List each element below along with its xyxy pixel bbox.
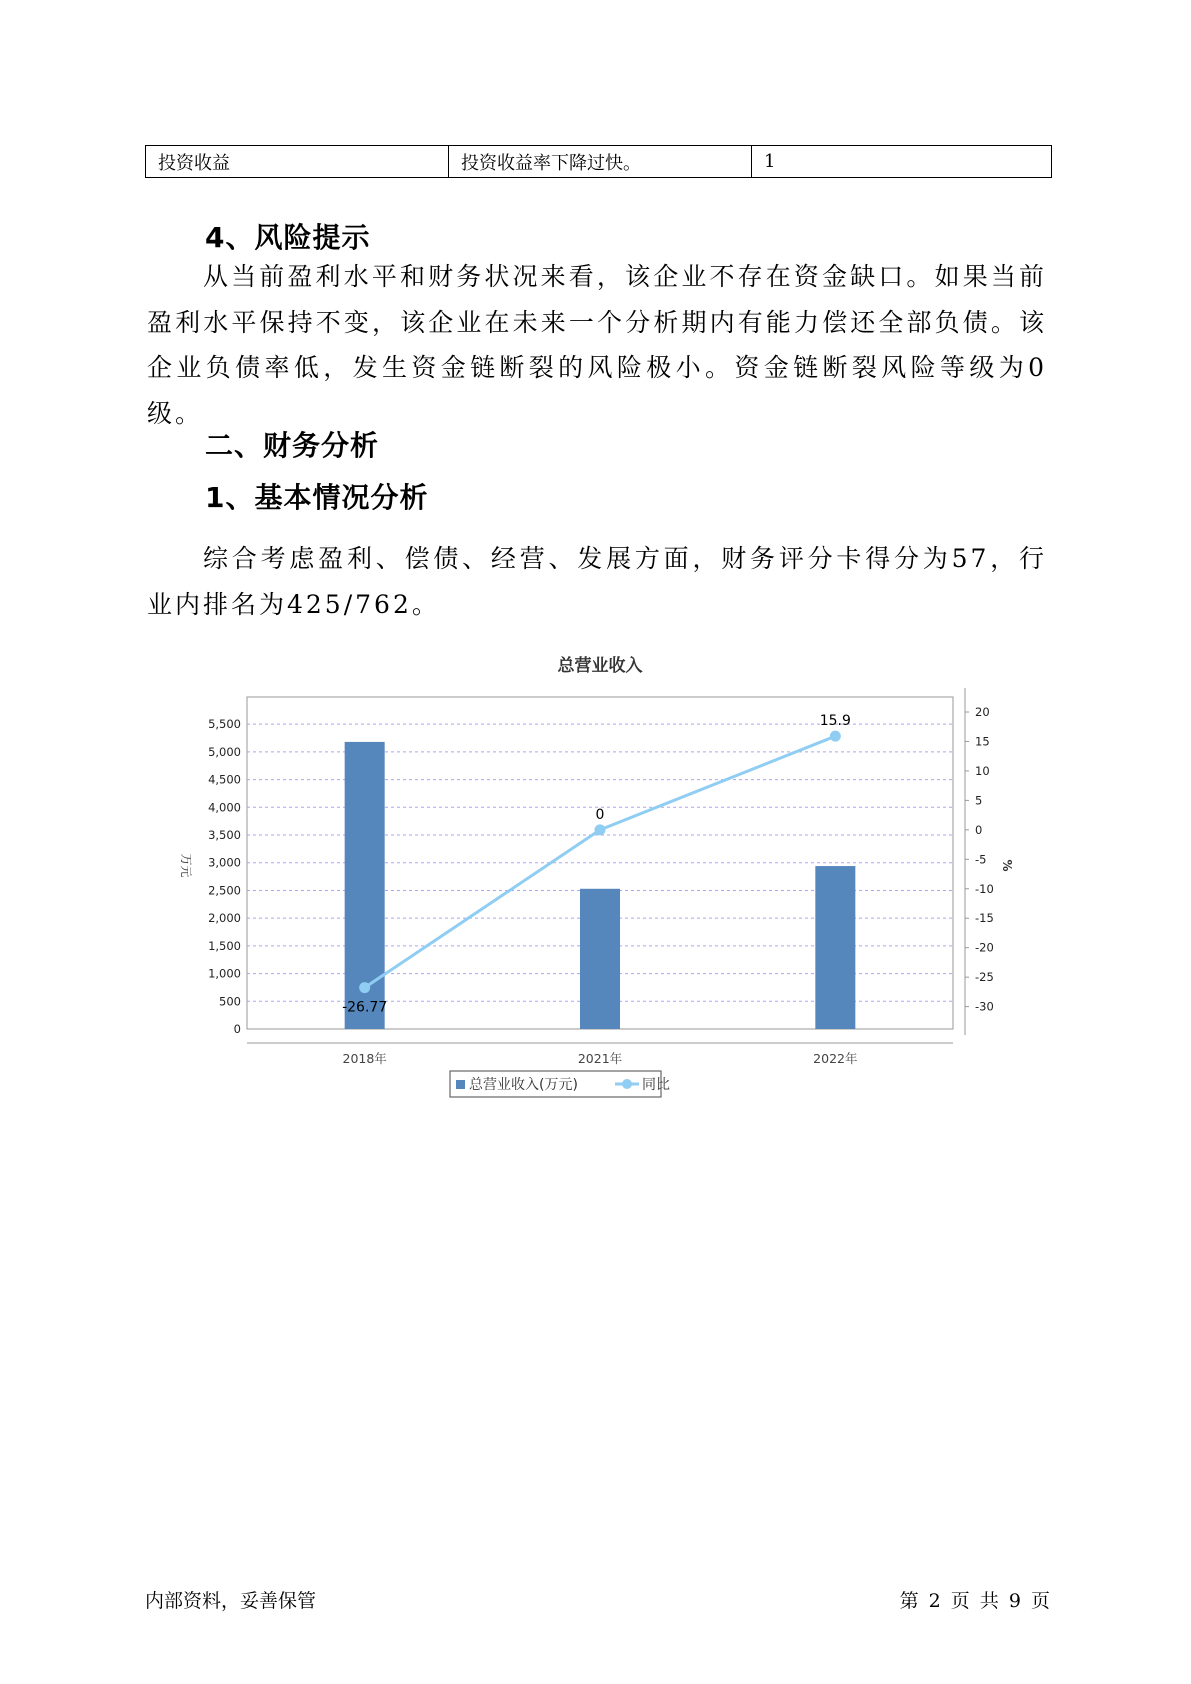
legend-swatch-yoy-marker (622, 1079, 632, 1089)
table-cell-item: 投资收益 (146, 146, 449, 178)
y-tick-label: 4,000 (208, 800, 241, 815)
footer-page-number: 第 2 页 共 9 页 (899, 1590, 1050, 1612)
x-tick-label: 2022年 (813, 1051, 858, 1066)
y-tick-label: 5,000 (208, 744, 241, 759)
bar-2022年 (815, 866, 855, 1029)
y-tick-label: 0 (233, 1022, 241, 1036)
y2-tick-label: -30 (975, 999, 994, 1014)
y-tick-label: 1,000 (208, 966, 241, 981)
table-row (146, 146, 1052, 178)
y-tick-label: 4,500 (208, 772, 241, 787)
y2-tick-label: -25 (975, 970, 994, 985)
y2-tick-label: 5 (975, 793, 983, 808)
footer-confidential-note: 内部资料，妥善保管 (145, 1590, 317, 1612)
bar-2021年 (580, 889, 620, 1029)
legend-label-revenue: 总营业收入(万元) (469, 1077, 578, 1093)
y2-axis-label: % (1000, 859, 1014, 872)
legend-swatch-revenue (456, 1080, 465, 1089)
yoy-point (595, 824, 606, 835)
y2-tick-label: -15 (975, 911, 994, 926)
y2-tick-label: 0 (975, 822, 983, 837)
revenue-chart (170, 648, 1030, 1108)
y-tick-label: 2,500 (208, 883, 241, 898)
y2-tick-label: 10 (975, 763, 990, 778)
legend-label-yoy: 同比 (642, 1077, 670, 1093)
yoy-data-label: -26.77 (342, 999, 388, 1016)
chart-title: 总营业收入 (557, 656, 643, 676)
paragraph-basic-analysis: 综合考虑盈利、偿债、经营、发展方面，财务评分卡得分为57，行业内排名为425/762。 (147, 544, 1047, 619)
y-tick-label: 1,500 (208, 938, 241, 953)
y-tick-label: 3,500 (208, 828, 241, 843)
table-cell-score: 1 (752, 146, 1052, 178)
heading-risk-warning: 4、风险提示 (205, 221, 371, 254)
y2-tick-label: 20 (975, 705, 990, 720)
y2-tick-label: -5 (975, 852, 987, 867)
yoy-point (830, 731, 841, 742)
y-tick-label: 2,000 (208, 911, 241, 926)
heading-basic-analysis: 1、基本情况分析 (205, 481, 429, 514)
yoy-point (359, 982, 370, 993)
x-tick-label: 2018年 (342, 1051, 387, 1066)
y2-tick-label: 15 (975, 734, 990, 749)
y-tick-label: 500 (219, 994, 241, 1009)
yoy-data-label: 15.9 (819, 713, 851, 730)
table-cell-description: 投资收益率下降过快。 (449, 146, 752, 178)
y-tick-label: 3,000 (208, 855, 241, 870)
y2-tick-label: -10 (975, 881, 994, 896)
x-tick-label: 2021年 (577, 1051, 623, 1066)
paragraph-risk-warning: 从当前盈利水平和财务状况来看，该企业不存在资金缺口。如果当前盈利水平保持不变，该企业在未来一个分析期内有能力偿还全部负债。该企业负债率低，发生资金链断裂的风险极小。资金链断裂风险等级为0级。 (147, 262, 1047, 428)
yoy-data-label: 0 (595, 806, 605, 823)
risk-indicator-table (145, 145, 1052, 178)
y2-tick-label: -20 (975, 940, 994, 955)
heading-financial-analysis: 二、财务分析 (205, 429, 380, 462)
y-tick-label: 5,500 (208, 717, 241, 732)
y-axis-label: 万元 (179, 853, 193, 878)
